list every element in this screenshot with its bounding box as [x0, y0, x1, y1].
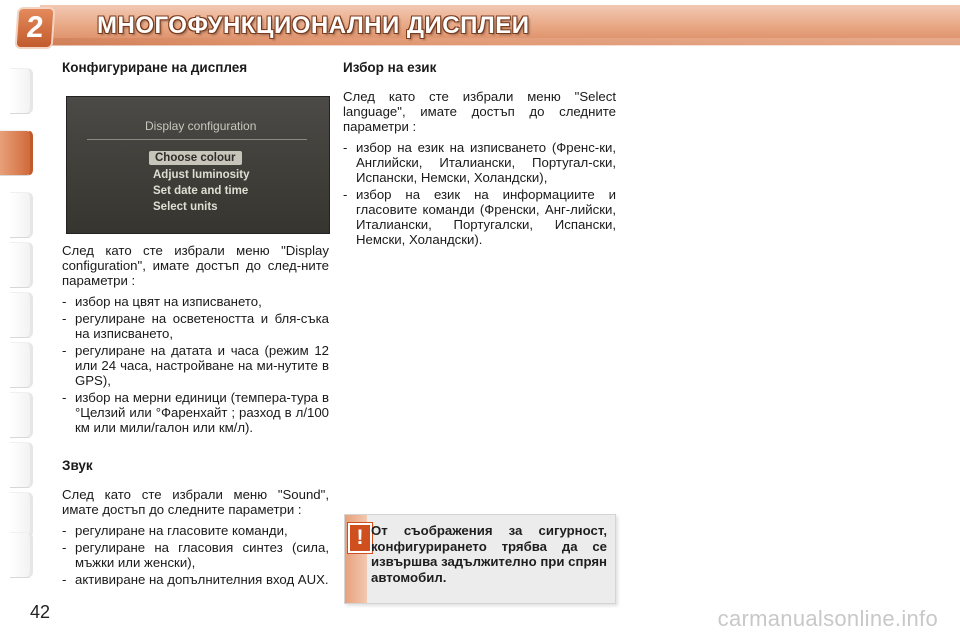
language-heading: Избор на език: [343, 60, 437, 75]
chapter-tab-5[interactable]: [10, 292, 33, 338]
list-item: - избор на цвят на изписването,: [62, 294, 329, 309]
list-item: - регулиране на осветеността и бля-съка на изписването,: [62, 311, 329, 341]
chapter-badge: 2: [17, 9, 54, 47]
display-screen-photo: [66, 96, 330, 234]
warning-text: От съображения за сигурност, конфигурирането трябва да се извършва задължително при спрян автомобил.: [371, 523, 607, 585]
list-item: - активиране на допълнителния вход AUX.: [62, 572, 329, 587]
chapter-tab-4[interactable]: [10, 242, 33, 288]
display-config-body: [62, 243, 329, 437]
chapter-tab-7[interactable]: [10, 392, 33, 438]
chapter-tab-8[interactable]: [10, 442, 33, 488]
page-number: 42: [30, 602, 51, 622]
list-item: - избор на език на изписването (Френс-ки, Английски, Италиански, Португал-ски, Испански, Немски, Холандски),: [343, 140, 616, 185]
list-item: - регулиране на гласовите команди,: [62, 523, 329, 538]
chapter-tab-1[interactable]: [10, 68, 33, 114]
display-config-list: [62, 294, 329, 435]
display-config-heading: Конфигуриране на дисплея: [62, 60, 248, 75]
chapter-tabs: [0, 62, 34, 582]
right-column: [343, 60, 616, 249]
chapter-tab-3[interactable]: [10, 192, 33, 238]
list-item: - регулиране на датата и часа (режим 12 или 24 часа, настройване на ми-нутите в GPS),: [62, 343, 329, 388]
language-intro: След като сте избрали меню "Select language", имате достъп до следните параметри :: [343, 89, 616, 134]
list-item: - избор на мерни единици (темпера-тура в °Целзий или °Фаренхайт ; разход в л/100 км или мили/галон или км/л).: [62, 390, 329, 435]
language-list: [343, 140, 616, 247]
left-column: [62, 60, 329, 75]
screen-menu-item-selected: Choose colour: [149, 151, 242, 165]
sound-list: [62, 523, 329, 587]
display-config-intro: След като сте избрали меню "Display configuration", имате достъп до след-ните параметри :: [62, 243, 329, 288]
chapter-tab-6[interactable]: [10, 342, 33, 388]
screen-menu-item: Adjust luminosity: [153, 169, 250, 181]
list-item: - избор на език на информациите и гласовите команди (Френски, Анг-лийски, Италиански, Португалски, Испански, Немски, Холандски).: [343, 187, 616, 247]
page-header: [0, 0, 960, 58]
chapter-tab-10[interactable]: [10, 532, 33, 578]
chapter-tab-2-active[interactable]: [0, 130, 33, 176]
screen-menu-item: Select units: [153, 201, 218, 213]
watermark: carmanualsonline.info: [717, 606, 938, 631]
screen-divider: [87, 139, 307, 140]
sound-section: [62, 458, 329, 589]
sound-intro: След като сте избрали меню "Sound", имате достъп до следните параметри :: [62, 487, 329, 517]
warning-exclamation-icon: !: [348, 523, 372, 553]
screen-menu-item: Set date and time: [153, 185, 249, 197]
list-item: - регулиране на гласовия синтез (сила, мъжки или женски),: [62, 540, 329, 570]
page-title: МНОГОФУНКЦИОНАЛНИ ДИСПЛЕИ: [97, 12, 530, 39]
safety-warning-box: [344, 514, 616, 604]
sound-heading: Звук: [62, 458, 93, 473]
screen-title: Display configuration: [145, 119, 257, 133]
